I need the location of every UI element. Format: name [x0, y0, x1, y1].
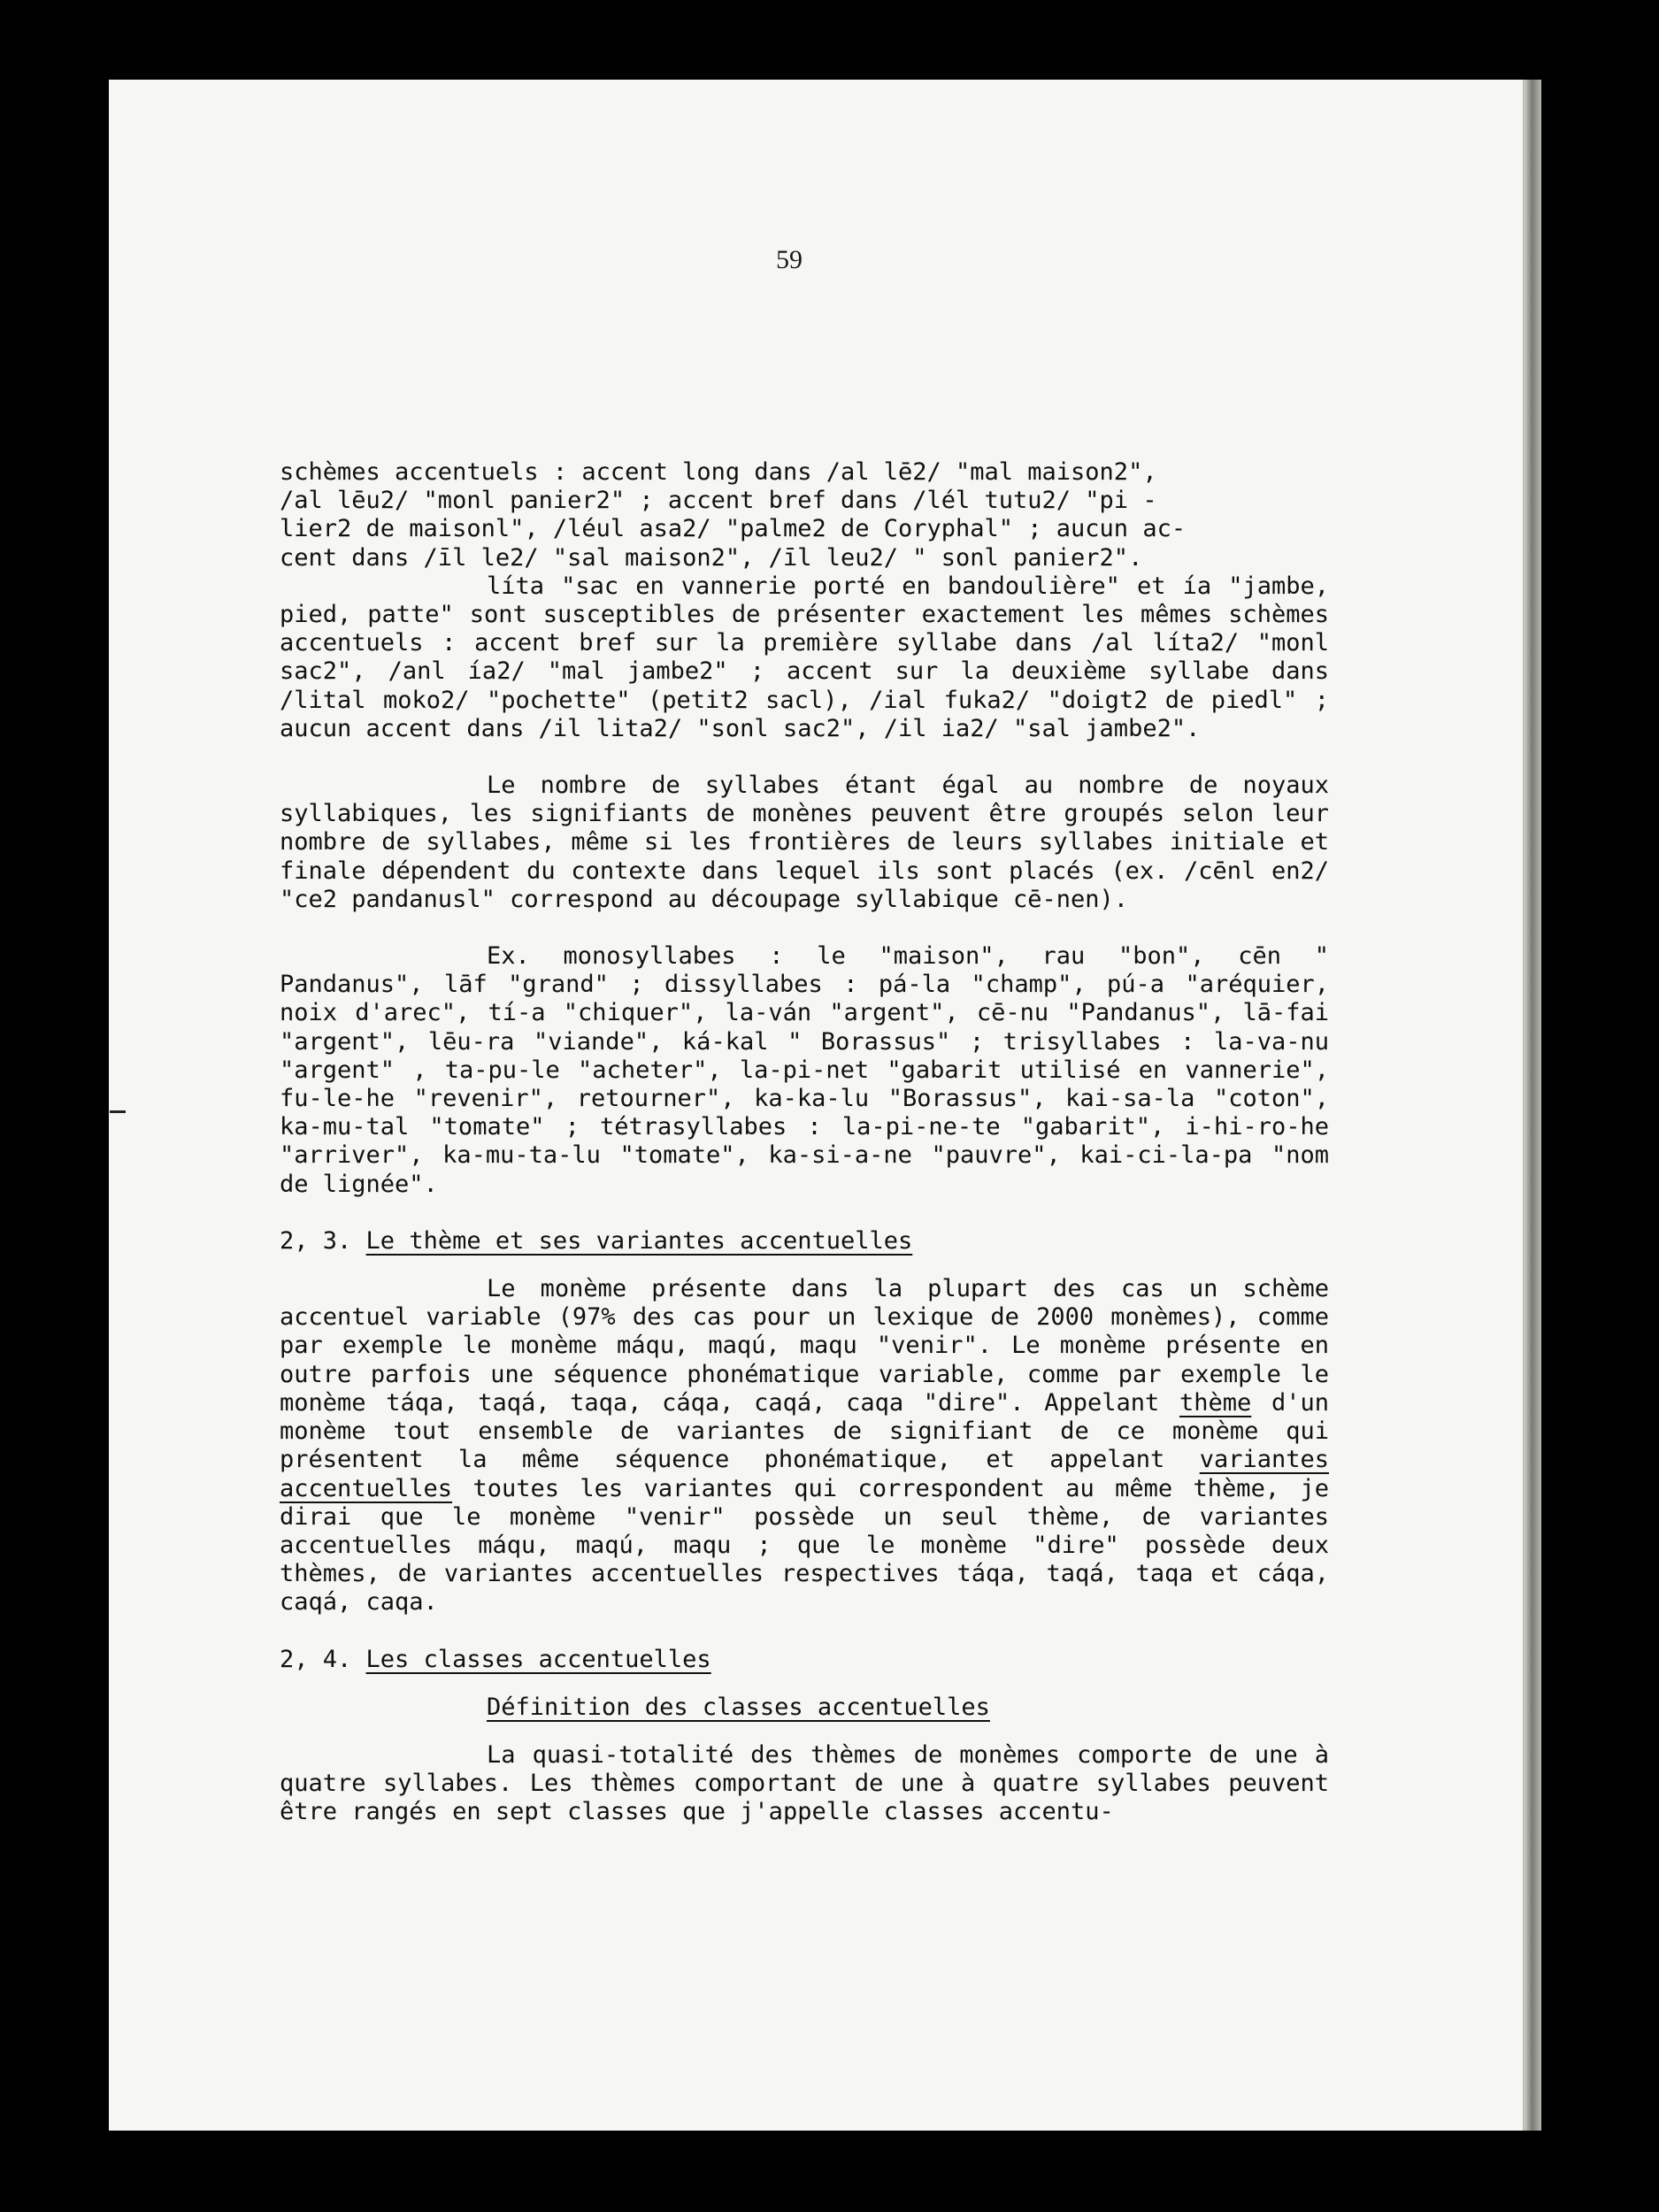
subsection-heading: Définition des classes accentuelles — [487, 1693, 990, 1721]
paragraph-theme: Le monème présente dans la plupart des cas un schème accentuel variable (97% des cas pour un lexique de 2000 monèmes), comme par exemple le monème máqu, maqú, maqu "venir". Le monème présente en outre parfois une séquence phonématique variable, comme par exemple le monème táqa, taqá, taqa, cáqa, caqá, caqa "dire". Appelant thème d'un monème tout ensemble de variantes de signifiant de ce monème qui présentent la même séquence phonématique, et appelant variantes accentuelles toutes les variantes qui correspondent au même thème, je dirai que le monème "venir" possède un seul thème, de variantes accentuelles máqu, maqú, maqu ; que le monème "dire" possède deux thèmes, de variantes accentuelles respectives táqa, taqá, taqa et cáqa, caqá, caqa. — [280, 1275, 1329, 1617]
paragraph-line: lier2 de maisonl", /léul asa2/ "palme2 de Coryphal" ; aucun ac- — [280, 515, 1187, 543]
section-number: 2, 4. — [280, 1645, 352, 1673]
paragraph-syllables: Le nombre de syllabes étant égal au nombre de noyaux syllabiques, les signifiants de monènes peuvent être groupés selon leur nombre de syllabes, même si les frontières de leurs syllabes initiale et finale dépendent du contexte dans lequel ils sont placés (ex. /cēnl en2/ "ce2 pandanusl" correspond au découpage syllabique cē-nen). — [280, 772, 1329, 913]
section-number: 2, 3. — [280, 1226, 352, 1255]
page-number: 59 — [776, 245, 803, 274]
section-title: Les classes accentuelles — [365, 1645, 711, 1673]
section-heading-2-4 — [280, 1646, 1329, 1674]
paragraph-classes: La quasi-totalité des thèmes de monèmes comporte de une à quatre syllabes. Les thèmes comportant de une à quatre syllabes peuvent être rangés en sept classes que j'appelle classes accentu- — [280, 1740, 1329, 1826]
paragraph-line: /al lēu2/ "monl panier2" ; accent bref dans /lél tutu2/ "pi - — [280, 487, 1157, 515]
paragraph-lita: líta "sac en vannerie porté en bandoulière" et ía "jambe, pied, patte" sont susceptibles de présenter exactement les mêmes schèmes accentuels : accent bref sur la première syllabe dans /al líta2/ "monl sac2", /anl ía2/ "mal jambe2" ; accent sur la deuxième syllabe dans /lital moko2/ "pochette" (petit2 sacl), /ial fuka2/ "doigt2 de piedl" ; aucun accent dans /il lita2/ "sonl sac2", /il ia2/ "sal jambe2". — [280, 572, 1329, 742]
term-variantes-accentuelles: variantes accentuelles — [280, 1446, 1329, 1502]
margin-mark — [110, 1110, 126, 1113]
paragraph-examples: Ex. monosyllabes : le "maison", rau "bon", cēn " Pandanus", lāf "grand" ; dissyllabes : pá-la "champ", pú-a "aréquier, noix d'arec", tí-a "chiquer", la-ván "argent", cē-nu "Pandanus", lā-fai "argent", lēu-ra "viande", ká-kal " Borassus" ; trisyllabes : la-va-nu "argent" , ta-pu-le "acheter", la-pi-net "gabarit utilisé en vannerie", fu-le-he "revenir", retourner", ka-ka-lu "Borassus", kai-sa-la "coton", ka-mu-tal "tomate" ; tétrasyllabes : la-pi-ne-te "gabarit", i-hi-ro-he "arriver", ka-mu-ta-lu "tomate", ka-si-a-ne "pauvre", kai-ci-la-pa "nom de lignée". — [280, 942, 1329, 1198]
paragraph-line: schèmes accentuels : accent long dans /al lē2/ "mal maison2", — [280, 458, 1157, 486]
page-body — [280, 458, 1329, 1827]
paragraph-line: cent dans /īl le2/ "sal maison2", /īl leu2/ " sonl panier2". — [280, 543, 1143, 572]
section-heading-2-3 — [280, 1227, 1329, 1256]
term-theme: thème — [1179, 1388, 1252, 1417]
section-title: Le thème et ses variantes accentuelles — [365, 1226, 913, 1255]
